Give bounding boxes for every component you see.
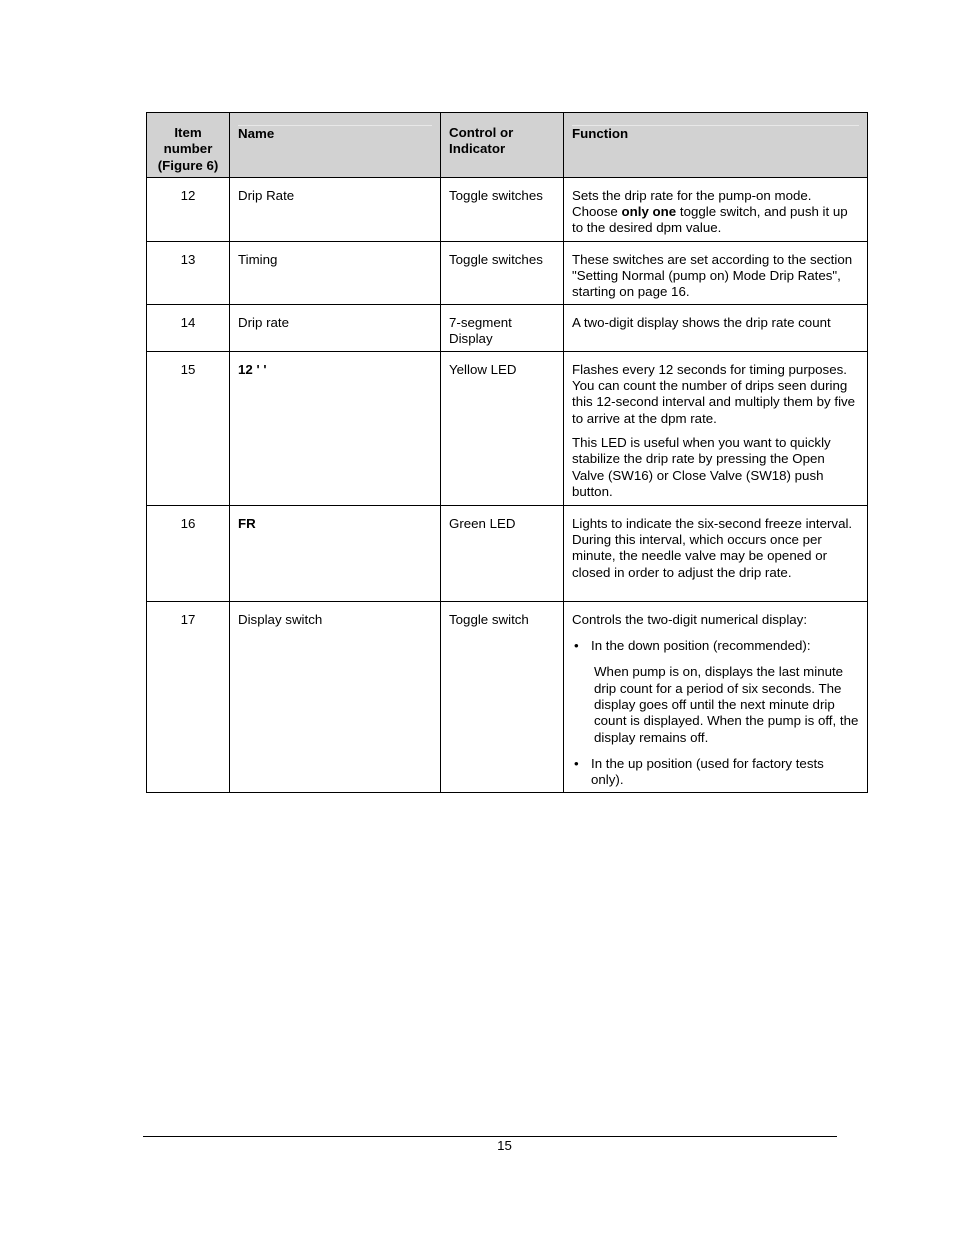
table-row (147, 601, 868, 792)
table-row (147, 505, 868, 601)
item-name: Drip Rate (230, 177, 441, 241)
item-name: Drip rate (230, 304, 441, 351)
item-function (564, 351, 868, 505)
item-control: Toggle switch (441, 601, 564, 792)
item-name: Display switch (230, 601, 441, 792)
item-function: A two-digit display shows the drip rate count (564, 304, 868, 351)
item-number: 16 (147, 505, 230, 601)
table-row (147, 241, 868, 304)
header-control-or-indicator: Control or Indicator (441, 113, 564, 178)
item-name: FR (230, 505, 441, 601)
bullet-icon: • (574, 755, 579, 771)
table-row (147, 304, 868, 351)
bullet-icon: • (574, 638, 579, 654)
header-function: Function (564, 113, 868, 178)
item-function: Lights to indicate the six-second freeze interval. During this interval, which occurs once per minute, the needle valve may be opened or closed in order to adjust the drip rate. (564, 505, 868, 601)
header-item-number: Item number (Figure 6) (147, 113, 230, 178)
item-number: 13 (147, 241, 230, 304)
item-number: 15 (147, 351, 230, 505)
item-function (564, 601, 868, 792)
bullet-item: • In the up position (used for factory tests only). (574, 755, 824, 788)
footer-rule (143, 1136, 837, 1137)
emphasis-only-one: only one (621, 204, 677, 220)
item-control: Toggle switches (441, 177, 564, 241)
item-name: 12 ' ' (230, 351, 441, 505)
item-function: These switches are set according to the section "Setting Normal (pump on) Mode Drip Rates", starting on page 16. (564, 241, 868, 304)
item-control: Toggle switches (441, 241, 564, 304)
page-number: 15 (497, 1138, 512, 1153)
function-paragraph: This LED is useful when you want to quickly stabilize the drip rate by pressing the Open Valve (SW16) or Close Valve (SW18) push button. (572, 435, 831, 499)
table-row (147, 351, 868, 505)
item-number: 17 (147, 601, 230, 792)
controls-table (146, 112, 868, 793)
table-header-row (147, 113, 868, 178)
item-control: Green LED (441, 505, 564, 601)
item-name: Timing (230, 241, 441, 304)
bullet-detail: When pump is on, displays the last minute drip count for a period of six seconds. The display goes off until the next minute drip count is displayed. When the pump is off, the display remains off. (594, 664, 859, 745)
item-number: 12 (147, 177, 230, 241)
function-paragraph: Flashes every 12 seconds for timing purposes. You can count the number of drips seen during this 12-second interval and multiply them by five to arrive at the dpm rate. (572, 361, 856, 426)
item-number: 14 (147, 304, 230, 351)
header-name: Name (230, 113, 441, 178)
item-control: 7-segment Display (441, 304, 564, 351)
function-intro: Controls the two-digit numerical display: (572, 611, 808, 627)
item-function: Sets the drip rate for the pump-on mode. Choose only one toggle switch, and push it up to the desired dpm value. (564, 177, 868, 241)
item-control: Yellow LED (441, 351, 564, 505)
table-row (147, 177, 868, 241)
bullet-item: • In the down position (recommended): (574, 638, 811, 654)
